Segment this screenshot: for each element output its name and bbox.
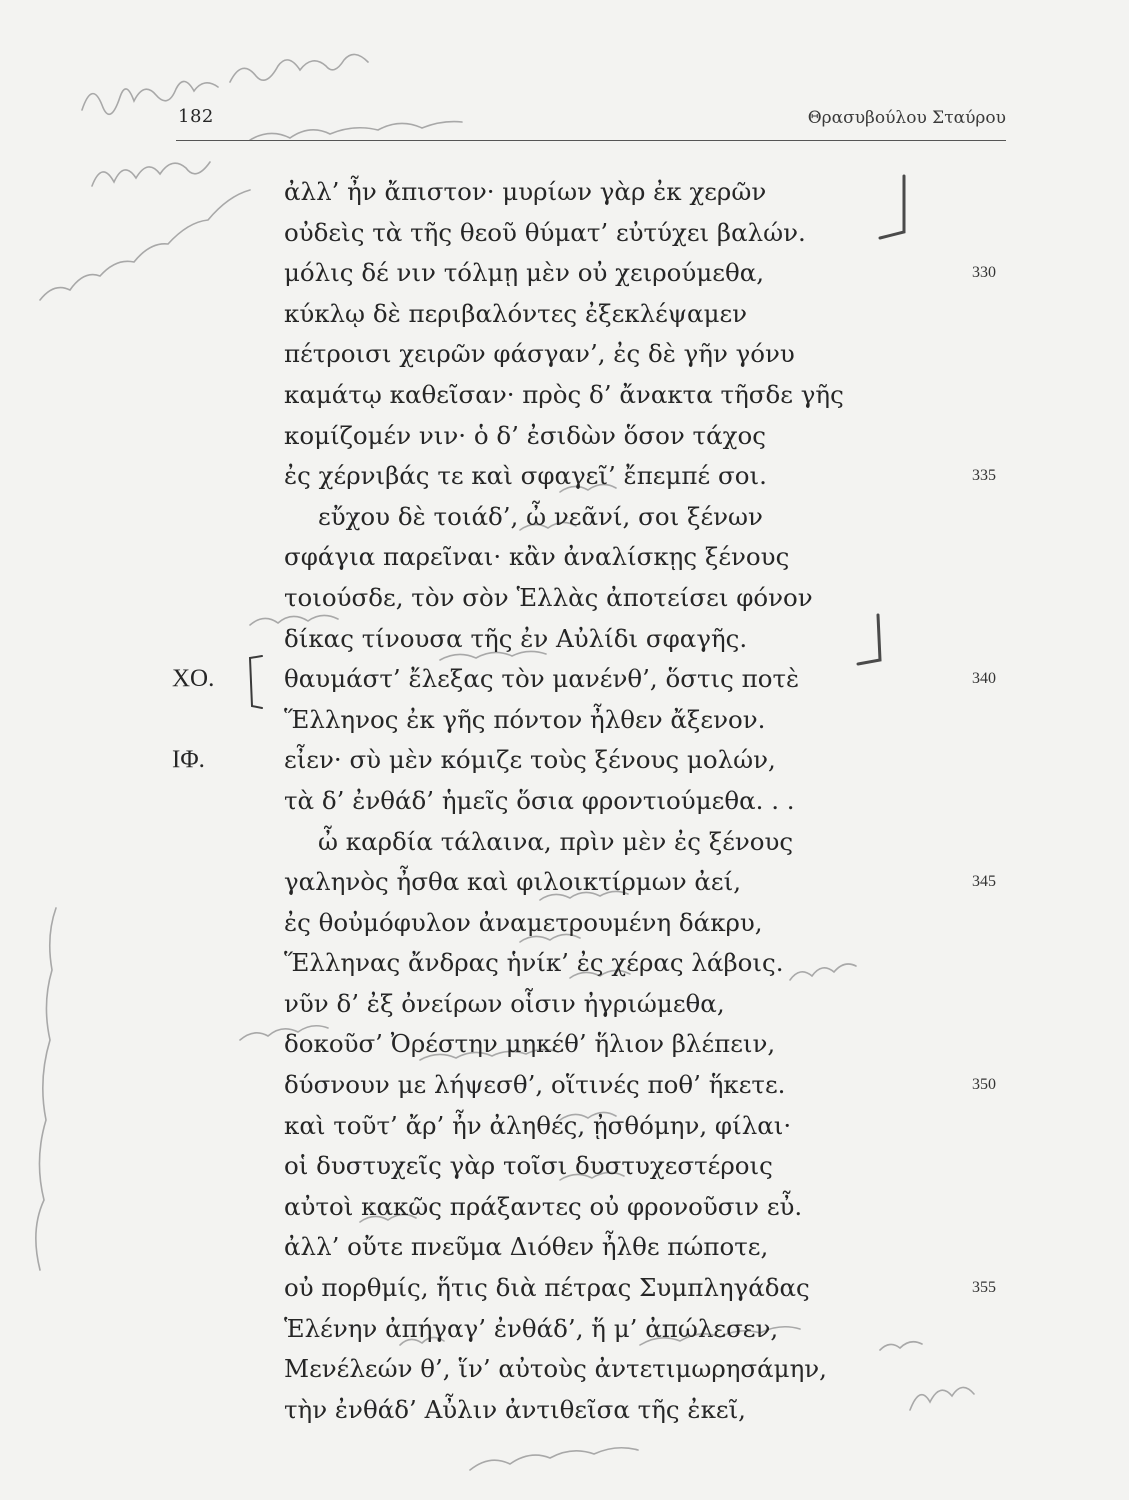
verse-line	[0, 172, 1129, 213]
margin-scribble-top-left-2	[230, 54, 368, 82]
verse-line	[0, 497, 1129, 538]
verse-text: οὐδεὶς τὰ τῆς θεοῦ θύματ’ εὐτύχει βαλών.	[284, 217, 806, 247]
verse-text: ἀλλ’ ἦν ἄπιστον· μυρίων γὰρ ἐκ χερῶν	[284, 177, 767, 206]
verse-text: μόλις δέ νιν τόλμῃ μὲν οὐ χειρούμεθα,	[284, 258, 765, 288]
margin-scribble-header	[250, 122, 462, 140]
verse-text: δοκοῦσ’ Ὀρέστην μηκέθ’ ἥλιον βλέπειν,	[284, 1029, 776, 1059]
verse-line	[0, 740, 1129, 781]
verse-text: Μενέλεών θ’, ἵν’ αὐτοὺς ἀντετιμωρησάμην,	[284, 1354, 827, 1384]
verse-line	[0, 943, 1129, 984]
header-rule	[176, 140, 1006, 141]
speaker-label: ΙΦ.	[172, 746, 205, 774]
verse-line	[0, 537, 1129, 578]
verse-line	[0, 294, 1129, 335]
verse-text: πέτροισι χειρῶν φάσγαν’, ἐς δὲ γῆν γόνυ	[284, 339, 795, 369]
verse-text: εἶεν· σὺ μὲν κόμιζε τοὺς ξένους μολών,	[284, 745, 776, 775]
verse-text: καὶ τοῦτ’ ἄρ’ ἦν ἀληθές, ᾐσθόμην, φίλαι·	[284, 1110, 792, 1140]
verse-text: ἐς θοὐμόφυλον ἀναμετρουμένη δάκρυ,	[284, 907, 763, 937]
verse-text: τοιούσδε, τὸν σὸν Ἑλλὰς ἀποτείσει φόνον	[284, 582, 813, 612]
verse-text: οὐ πορθμίς, ἥτις διὰ πέτρας Συμπληγάδας	[284, 1273, 810, 1303]
line-number: 335	[972, 467, 996, 485]
verse-line	[0, 903, 1129, 944]
verse-text: κύκλῳ δὲ περιβαλόντες ἐξεκλέψαμεν	[284, 298, 748, 328]
verse-line	[0, 984, 1129, 1025]
verse-line	[0, 619, 1129, 660]
verse-line	[0, 1106, 1129, 1147]
line-number: 355	[972, 1279, 996, 1297]
verse-line	[0, 700, 1129, 741]
speaker-label: ΧΟ.	[172, 665, 215, 693]
verse-line	[0, 1146, 1129, 1187]
verse-text: οἱ δυστυχεῖς γὰρ τοῖσι δυστυχεστέροις	[284, 1151, 773, 1181]
verse-text: τὴν ἐνθάδ’ Αὖλιν ἀντιθεῖσα τῆς ἐκεῖ,	[284, 1394, 746, 1424]
verse-line	[0, 1227, 1129, 1268]
line-number: 345	[972, 873, 996, 891]
verse-text: τὰ δ’ ἐνθάδ’ ἡμεῖς ὅσια φροντιούμεθα. . .	[284, 785, 795, 815]
verse-text: θαυμάστ’ ἔλεξας τὸν μανένθ’, ὅστις ποτὲ	[284, 664, 800, 694]
verse-line	[0, 822, 1129, 863]
verse-line	[0, 213, 1129, 254]
line-number: 350	[972, 1076, 996, 1094]
verse-line	[0, 1024, 1129, 1065]
verse-block	[0, 172, 1129, 1430]
verse-text: ἐς χέρνιβάς τε καὶ σφαγεῖ’ ἔπεμπέ σοι.	[284, 461, 767, 491]
verse-line	[0, 659, 1129, 700]
verse-line	[0, 578, 1129, 619]
verse-line	[0, 334, 1129, 375]
verse-line	[0, 1268, 1129, 1309]
verse-text: γαληνὸς ἦσθα καὶ φιλοικτίρμων ἀεί,	[284, 867, 742, 897]
verse-text: Ἕλληνας ἄνδρας ἡνίκ’ ἐς χέρας λάβοις.	[284, 948, 784, 978]
running-head: Θρασυβούλου Σταύρου	[807, 108, 1006, 128]
verse-line	[0, 1065, 1129, 1106]
verse-text: αὐτοὶ κακῶς πράξαντες οὐ φρονοῦσιν εὖ.	[284, 1191, 803, 1221]
line-number: 330	[972, 264, 996, 282]
verse-line	[0, 253, 1129, 294]
verse-text: Ἕλληνος ἐκ γῆς πόντον ἦλθεν ἄξενον.	[284, 704, 766, 734]
verse-text: νῦν δ’ ἐξ ὀνείρων οἷσιν ἠγριώμεθα,	[284, 988, 725, 1018]
verse-line	[0, 1187, 1129, 1228]
verse-text: δίκας τίνουσα τῆς ἐν Αὐλίδι σφαγῆς.	[284, 623, 748, 653]
verse-text: καμάτῳ καθεῖσαν· πρὸς δ’ ἄνακτα τῆσδε γῆς	[284, 379, 844, 409]
verse-text: ὦ καρδία τάλαινα, πρὶν μὲν ἐς ξένους	[318, 826, 794, 856]
verse-line	[0, 1349, 1129, 1390]
verse-line	[0, 456, 1129, 497]
verse-text: Ἑλένην ἀπήγαγ’ ἐνθάδ’, ἥ μ’ ἀπώλεσεν,	[284, 1313, 779, 1343]
verse-line	[0, 862, 1129, 903]
verse-line	[0, 375, 1129, 416]
verse-text: κομίζομέν νιν· ὁ δ’ ἐσιδὼν ὅσον τάχος	[284, 420, 766, 450]
line-number: 340	[972, 670, 996, 688]
verse-line	[0, 1390, 1129, 1431]
verse-text: ἀλλ’ οὔτε πνεῦμα Διόθεν ἦλθε πώποτε,	[284, 1232, 769, 1262]
verse-line	[0, 1309, 1129, 1350]
verse-text: εὔχου δὲ τοιάδ’, ὦ νεᾶνί, σοι ξένων	[318, 501, 763, 531]
verse-line	[0, 781, 1129, 822]
verse-line	[0, 416, 1129, 457]
verse-text: σφάγια παρεῖναι· κἂν ἀναλίσκῃς ξένους	[284, 542, 790, 572]
margin-scribble-under-line-31	[470, 1448, 638, 1470]
verse-text: δύσνουν με λήψεσθ’, οἵτινές ποθ’ ἥκετε.	[284, 1070, 786, 1100]
page-number: 182	[178, 106, 214, 127]
